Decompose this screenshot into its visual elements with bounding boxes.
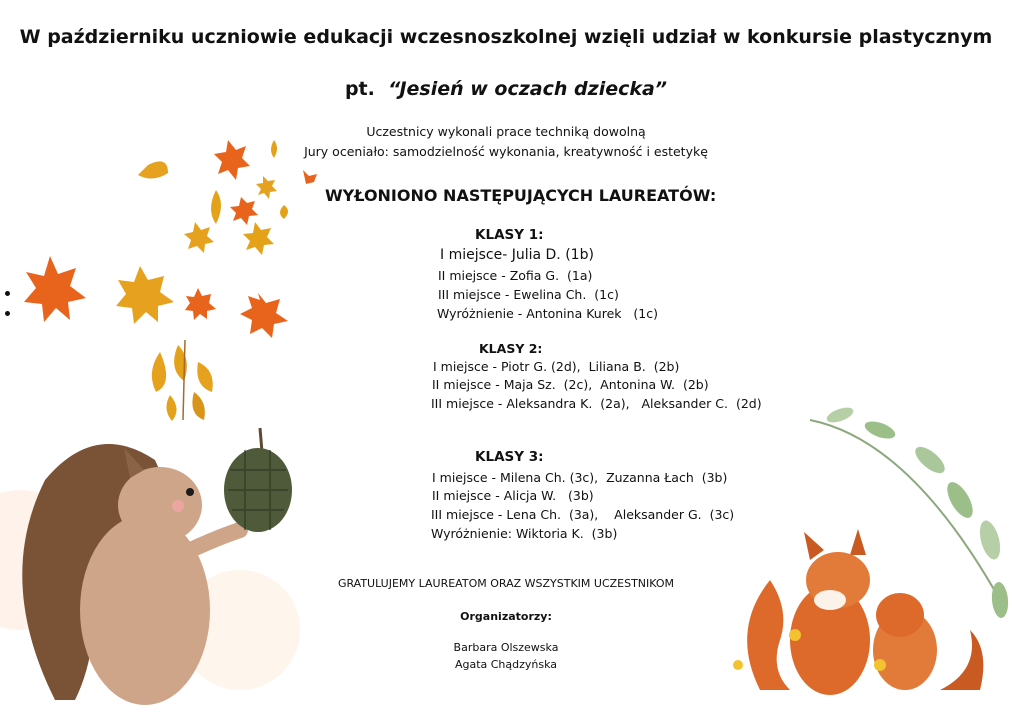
info-jury: Jury oceniało: samodzielność wykonania, kreatywność i estetykę: [304, 144, 708, 159]
list-item: III miejsce - Lena Ch. (3a), Aleksander G. (3c): [431, 507, 735, 522]
info-technique: Uczestnicy wykonali prace techniką dowolną: [366, 124, 646, 139]
class-2-heading: KLASY 2:: [479, 341, 543, 356]
list-item: I miejsce - Piotr G. (2d), Liliana B. (2b): [433, 359, 680, 374]
list-item: I miejsce- Julia D. (1b): [440, 247, 594, 263]
pinecone-icon: [224, 428, 292, 532]
list-bullet: [5, 311, 10, 316]
subtitle-prefix: pt.: [344, 78, 375, 100]
foxes-icon: [733, 529, 983, 695]
contest-name: “Jesień w oczach dziecka”: [388, 78, 668, 100]
page-subtitle: [0, 78, 1012, 100]
class-1-heading: KLASY 1:: [475, 227, 544, 243]
winners-heading: WYŁONIONO NASTĘPUJĄCYCH LAUREATÓW:: [325, 186, 717, 205]
organizers-label: Organizatorzy:: [460, 610, 552, 623]
list-item: II miejsce - Maja Sz. (2c), Antonina W. (2b): [432, 377, 709, 392]
list-item: I miejsce - Milena Ch. (3c), Zuzanna Łach (3b): [432, 470, 728, 485]
autumn-leaves-icon: [24, 140, 317, 421]
list-item: Wyróżnienie - Antonina Kurek (1c): [437, 306, 659, 321]
list-item: II miejsce - Alicja W. (3b): [432, 488, 594, 503]
congratulations-text: GRATULUJEMY LAUREATOM ORAZ WSZYSTKIM UCZESTNIKOM: [337, 577, 675, 590]
list-item: Wyróżnienie: Wiktoria K. (3b): [431, 526, 618, 541]
page-title: W październiku uczniowie edukacji wczesnoszkolnej wzięli udział w konkursie plastycznym: [19, 26, 993, 48]
organizer-name: Barbara Olszewska: [453, 641, 559, 654]
list-bullet: [5, 291, 10, 296]
organizer-name: Agata Chądzyńska: [454, 658, 558, 671]
list-item: III miejsce - Aleksandra K. (2a), Aleksander C. (2d): [431, 396, 762, 411]
class-3-heading: KLASY 3:: [475, 449, 544, 465]
list-item: II miejsce - Zofia G. (1a): [438, 268, 593, 283]
list-item: III miejsce - Ewelina Ch. (1c): [438, 287, 619, 302]
